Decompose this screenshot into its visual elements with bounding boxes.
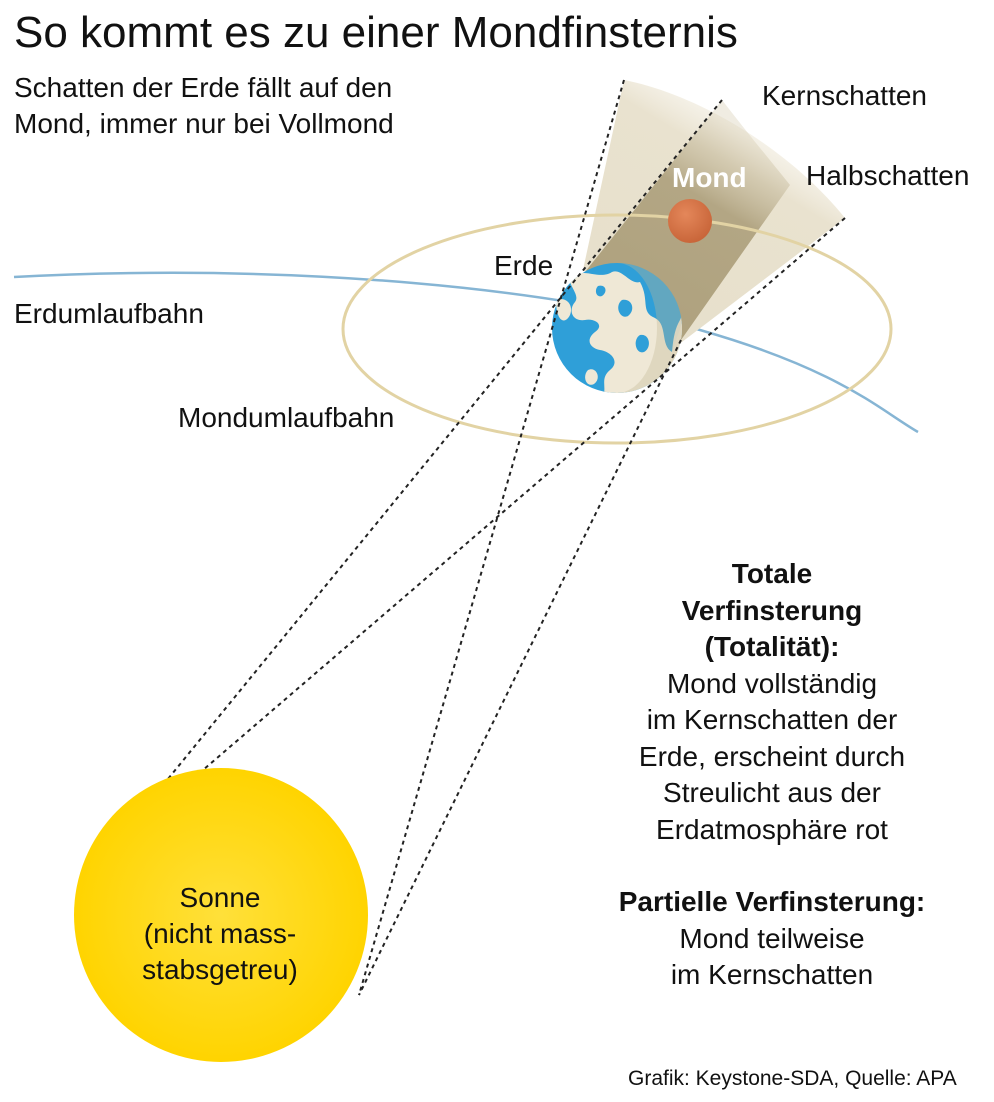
eclipse-explanation [596,556,948,994]
total-eclipse-text-4: Streulicht aus der [663,777,881,808]
total-eclipse-text-5: Erdatmosphäre rot [656,813,888,845]
sun-label-line-3: stabsgetreu) [142,954,298,985]
label-erdumlaufbahn: Erdumlaufbahn [14,298,204,329]
partial-eclipse-heading: Partielle Verfinsterung: [618,886,926,917]
label-erde: Erde [494,250,554,281]
total-eclipse-text-2: im Kernschatten der [646,704,898,735]
page-title: So kommt es zu einer Mondfinsternis [14,8,738,57]
total-eclipse-text-3: Erde, erscheint durch [638,740,906,772]
label-kernschatten: Kernschatten [762,80,927,111]
total-eclipse-heading-1: Totale [731,558,813,589]
label-halbschatten: Halbschatten [806,160,970,191]
partial-eclipse-text-2: im Kernschatten [670,959,874,990]
sun-label-line-1: Sonne [179,882,261,913]
source-credit: Grafik: Keystone-SDA, Quelle: APA [628,1067,957,1090]
total-eclipse-heading-2: Verfinsterung [681,594,863,626]
earth-orbit [14,273,918,432]
moon-body [668,199,712,243]
label-mondumlaufbahn: Mondumlaufbahn [178,402,395,433]
sun-label [120,880,320,988]
total-eclipse-text-1: Mond vollständig [666,667,878,699]
page-subtitle: Schatten der Erde fällt auf den Mond, immer nur bei Vollmond [14,72,394,139]
sun-label-line-2: (nicht mass- [143,918,297,949]
total-eclipse-heading-3: (Totalität): [704,631,840,662]
partial-eclipse-text-1: Mond teilweise [679,922,865,954]
section-spacer [596,848,948,884]
label-mond: Mond [672,162,747,193]
